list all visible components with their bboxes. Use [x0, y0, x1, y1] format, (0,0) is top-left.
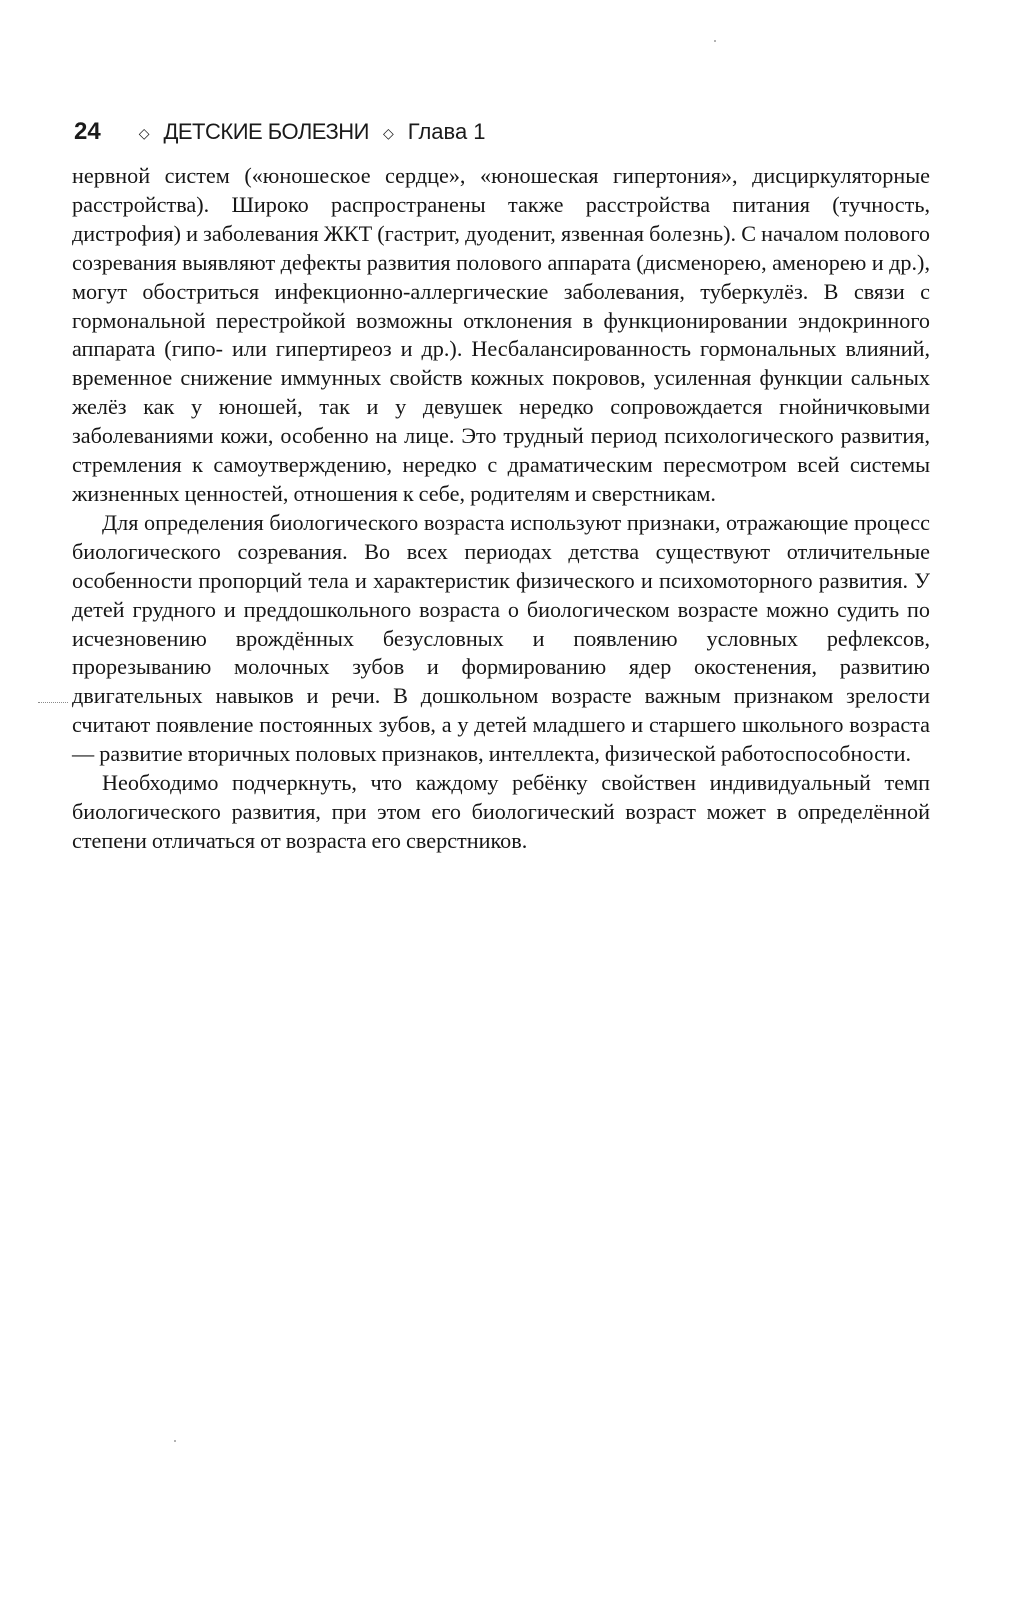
chapter-label: Глава 1 [407, 119, 486, 144]
diamond-bullet-icon: ◇ [382, 124, 394, 141]
running-head [74, 114, 486, 150]
diamond-bullet-icon: ◇ [138, 124, 150, 141]
scan-speck [174, 1440, 176, 1442]
scan-speck [714, 40, 716, 42]
page-number: 24 [74, 118, 101, 145]
paragraph-biological-age: Для определения биологического возраста используют признаки, отражающие процесс биологического созревания. Во всех периодах детства существуют отличительные особенности пропорций тела и характеристик физического и психомоторного развития. У детей грудного и преддошкольного возраста о биологическом возрасте можно судить по исчезновению врождённых безусловных и появлению условных рефлексов, прорезыванию молочных зубов и формированию ядер окостенения, развитию двигательных навыков и речи. В дошкольном возрасте важным признаком зрелости считают появление постоянных зубов, а у детей младшего и старшего школьного возраста — развитие вторичных половых признаков, интеллекта, физической работоспособности. [72, 509, 930, 767]
book-title: ДЕТСКИЕ БОЛЕЗНИ [163, 119, 369, 144]
paragraph-individual-tempo: Необходимо подчеркнуть, что каждому ребёнку свойствен индивидуальный темп биологического развития, при этом его биологический возраст может в определённой степени отличаться от возраста его сверстников. [72, 770, 930, 853]
paragraph-continued: нервной систем («юношеское сердце», «юношеская гипертония», дисциркуляторные расстройства). Широко распространены также расстройства питания (тучность, дистрофия) и заболевания ЖКТ (гастрит, дуоденит, язвенная болезнь). С началом полового созревания выявляют дефекты развития полового аппарата (дисменорею, аменорею и др.), могут обостриться инфекционно-аллергические заболевания, туберкулёз. В связи с гормональной перестройкой возможны отклонения в функционировании эндокринного аппарата (гипо- или гипертиреоз и др.). Несбалансированность гормональных влияний, временное снижение иммунных свойств кожных покровов, усиленная функции сальных желёз как у юношей, так и у девушек нередко сопровождается гнойничковыми заболеваниями кожи, особенно на лице. Это трудный период психологического развития, стремления к самоутверждению, нередко с драматическим пересмотром всей системы жизненных ценностей, отношения к себе, родителям и сверстникам. [72, 163, 930, 506]
body-text [72, 162, 930, 856]
margin-pencil-mark [38, 702, 68, 703]
